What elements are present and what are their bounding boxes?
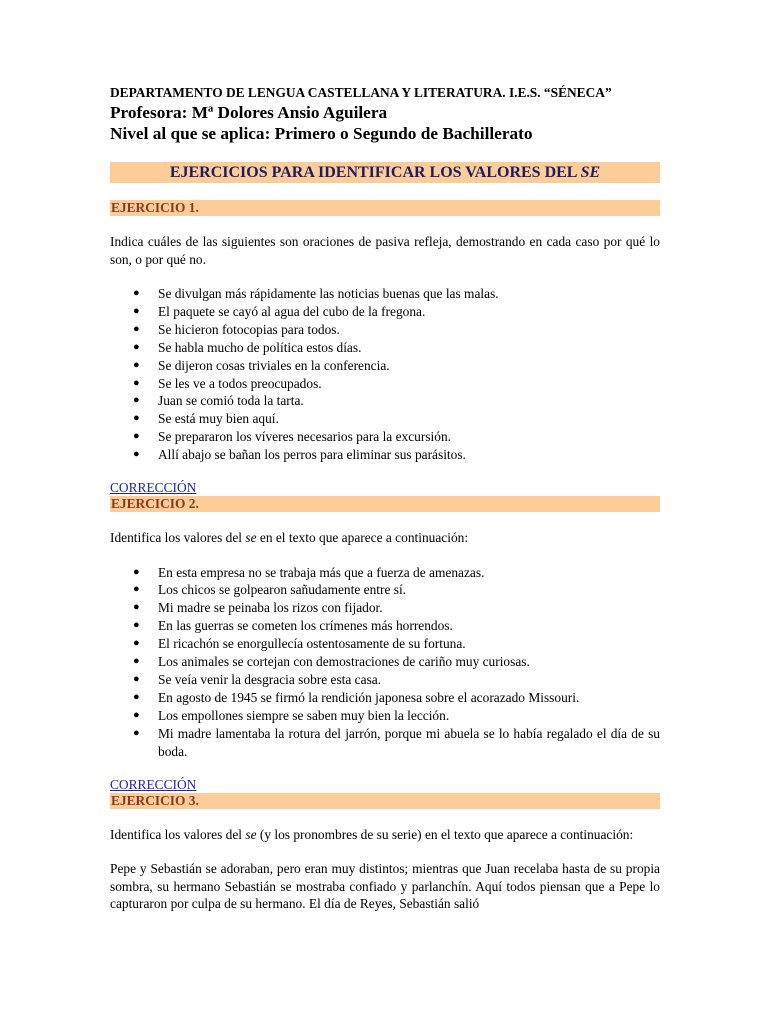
exercise-2-heading: EJERCICIO 2.: [110, 496, 660, 512]
bullet-icon: ●: [133, 619, 140, 632]
list-item: ● Se les ve a todos preocupados.: [133, 375, 322, 391]
bullet-icon: ●: [133, 412, 140, 425]
list-item: ● Se dijeron cosas triviales en la conferencia.: [133, 357, 390, 373]
title-main: EJERCICIOS PARA IDENTIFICAR LOS VALORES DEL: [169, 164, 577, 181]
exercise-1-heading: EJERCICIO 1.: [110, 200, 660, 216]
list-item: ● En agosto de 1945 se firmó la rendición japonesa sobre el acorazado Missouri.: [133, 689, 580, 705]
list-item: ● Se habla mucho de política estos días.: [133, 339, 362, 355]
list-item: ● Los empollones siempre se saben muy bien la lección.: [133, 707, 450, 723]
list-item: ● Se hicieron fotocopias para todos.: [133, 321, 340, 337]
list-item: ● Se está muy bien aquí.: [133, 411, 279, 427]
exercise-1-list: [110, 285, 660, 464]
bullet-icon: ●: [133, 673, 140, 685]
bullet-icon: ●: [133, 583, 140, 596]
bullet-icon: ●: [133, 565, 140, 578]
bullet-icon: ●: [133, 708, 140, 721]
bullet-icon: ●: [133, 726, 140, 739]
exercise-2-instruction: Identifica los valores del se en el texto que aparece a continuación:: [110, 530, 469, 546]
level-line: Nivel al que se aplica: Primero o Segundo de Bachillerato: [110, 124, 533, 143]
bullet-icon: ●: [133, 655, 140, 668]
document-content: [110, 84, 660, 913]
list-item: ● En las guerras se cometen los crímenes más horrendos.: [133, 618, 453, 634]
department-line: DEPARTAMENTO DE LENGUA CASTELLANA Y LITERATURA. I.E.S. “SÉNECA”: [110, 85, 612, 100]
list-item: ● Se divulgan más rápidamente las noticias buenas que las malas.: [133, 286, 499, 301]
teacher-line: Profesora: Mª Dolores Ansio Aguilera: [110, 103, 388, 122]
bullet-icon: ●: [133, 448, 140, 461]
bullet-icon: ●: [133, 601, 140, 614]
list-item: ● Mi madre se peinaba los rizos con fijador.: [133, 600, 383, 616]
bullet-icon: ●: [133, 340, 140, 353]
list-item: ● Allí abajo se bañan los perros para eliminar sus parásitos.: [133, 447, 466, 463]
bullet-icon: ●: [133, 287, 140, 299]
bullet-icon: ●: [133, 304, 140, 317]
exercise-3-heading: EJERCICIO 3.: [110, 793, 660, 809]
bullet-icon: ●: [133, 358, 140, 371]
correction-link-2[interactable]: CORRECCIÓN: [110, 776, 197, 792]
document-title: [110, 162, 660, 183]
bullet-icon: ●: [133, 690, 140, 703]
correction-link-1[interactable]: CORRECCIÓN: [110, 480, 197, 496]
list-item: ● Juan se comió toda la tarta.: [133, 393, 304, 409]
list-item: ● En esta empresa no se trabaja más que a fuerza de amenazas.: [133, 564, 485, 580]
bullet-icon: ●: [133, 430, 140, 443]
bullet-icon: ●: [133, 637, 140, 650]
title-italic-word: SE: [580, 164, 601, 181]
list-item: ● Los chicos se golpearon sañudamente entre sí.: [133, 582, 407, 598]
list-item: ● El paquete se cayó al agua del cubo de la fregona.: [133, 303, 426, 319]
list-item: ● Se prepararon los víveres necesarios para la excursión.: [133, 429, 451, 445]
exercise-1-instruction: Indica cuáles de las siguientes son oraciones de pasiva refleja, demostrando en cada caso por qué lo son, o por qué no.: [110, 234, 660, 267]
exercise-2-list: [110, 564, 660, 761]
bullet-icon: ●: [133, 394, 140, 407]
bullet-icon: ●: [133, 376, 140, 389]
exercise-3-text: Pepe y Sebastián se adoraban, pero eran muy distintos; mientras que Juan recelaba hasta de su propia sombra, su hermano Sebastián se mostraba confiado y parlanchín. Aquí todos piensan que a Pepe lo capturaron por culpa de su hermano. El día de Reyes, Sebastián salió: [110, 861, 660, 912]
bullet-icon: ●: [133, 322, 140, 335]
list-item: ● Se veía venir la desgracia sobre esta casa.: [133, 672, 382, 687]
list-item: ● El ricachón se enorgullecía ostentosamente de su fortuna.: [133, 636, 466, 652]
list-item: ● Mi madre lamentaba la rotura del jarrón, porque mi abuela se lo había regalado el día de su boda.: [133, 725, 660, 759]
list-item: ● Los animales se cortejan con demostraciones de cariño muy curiosas.: [133, 654, 530, 670]
exercise-3-instruction: Identifica los valores del se (y los pronombres de su serie) en el texto que aparece a continuación:: [110, 826, 634, 842]
